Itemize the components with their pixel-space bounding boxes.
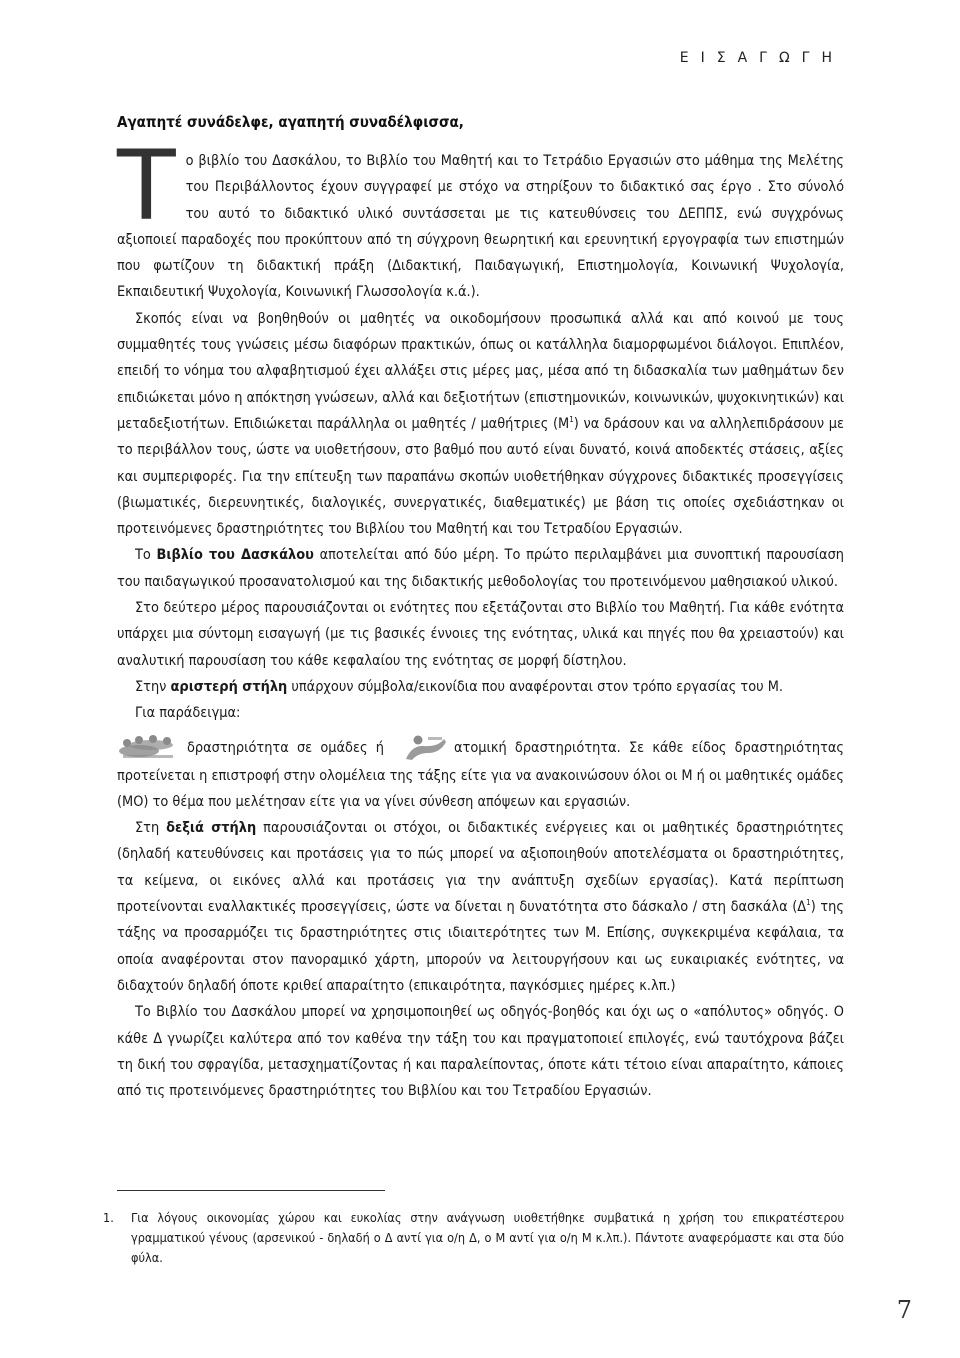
teacher-book-paragraph — [117, 542, 844, 595]
salutation: Αγαπητέ συνάδελφε, αγαπητή συναδέλφισσα, — [117, 113, 464, 131]
footnote-text: Για λόγους οικονομίας χώρου και ευκολίας στην ανάγνωση υιοθετήθηκε συμβατικά η χρήση του επικρατέστερου γραμματικού γένους (αρσενικού - δηλαδή ο Δ αντί για ο/η Δ, ο Μ αντί για ο/η Μ κ.λπ.). Πάντοτε αναφερόμαστε και στα δύο φύλα. — [131, 1210, 844, 1265]
footnote-divider — [117, 1190, 385, 1191]
page-number: 7 — [896, 1296, 912, 1324]
intro-paragraph — [117, 130, 844, 306]
purpose-paragraph — [117, 306, 844, 543]
footnote-ref: 1 — [569, 415, 574, 425]
individual-work-icon — [398, 733, 450, 763]
body-text — [117, 130, 845, 1104]
group-work-icon — [117, 733, 183, 763]
example-label: Για παράδειγμα: — [135, 705, 241, 722]
purpose-text-a: Σκοπός είναι να βοηθηθούν οι μαθητές να οικοδομήσουν προσωπικά αλλά και από κοινού με τους συμμαθητές τους γνώσεις μέσω διαφόρων πρακτικών, όπως οι κατάλληλα διαμορφωμένοι διάλογοι. Επιπλέον, επειδή το νόημα του αλφαβητισμού έχει αλλάξει στις μέρες μας, μέσα από τη διδασκαλία των μαθημάτων δεν επιδιώκεται μόνο η απόκτηση γνώσεων, αλλά και δεξιοτήτων (επιστημονικών, κοινωνικών, ψυχοκινητικών) και μεταδεξιοτήτων. Επιδιώκεται παράλληλα οι μαθητές / μαθήτριες (Μ — [117, 310, 844, 432]
right-column-bold: δεξιά στήλη — [166, 820, 257, 837]
icons-paragraph — [117, 733, 844, 816]
footnote — [103, 1208, 844, 1268]
teacher-book-post: αποτελείται από δύο μέρη. Το πρώτο περιλαμβάνει μια συνοπτική παρουσίαση του παιδαγωγικού προσανατολισμού και της διδακτικής μεθοδολογίας του προτεινόμενου μαθησιακού υλικού. — [117, 547, 844, 590]
intro-text: ο βιβλίο του Δασκάλου, το Βιβλίο του Μαθητή και το Τετράδιο Εργασιών στο μάθημα της Μελέτης του Περιβάλλοντος έχουν συγγραφεί με στόχο να στηρίξουν το διδακτικό σας έργο . Στο σύνολό του αυτό το διδακτικό υλικό συντάσσεται με τις κατευθύνσεις του ΔΕΠΠΣ, ενώ συγχρόνως αξιοποιεί παραδοχές που προκύπτουν από τη σύγχρονη θεωρητική και ερευνητική εργογραφία των επιστημών που φωτίζουν τη διδακτική πράξη (Διδακτική, Παιδαγωγική, Επιστημολογία, Κοινωνική Ψυχολογία, Εκπαιδευτική Ψυχολογία, Κοινωνική Γλωσσολογία κ.ά.). — [117, 153, 844, 301]
group-activity-text: δραστηριότητα σε ομάδες ή — [187, 739, 384, 756]
guide-paragraph: Το Βιβλίο του Δασκάλου μπορεί να χρησιμοποιηθεί ως οδηγός-βοηθός και όχι ως ο «απόλυτος» οδηγός. Ο κάθε Δ γνωρίζει καλύτερα από τον καθένα την τάξη του και πραγματοποιεί επιλογές, ενώ ταυτόχρονα βάζει τη δική του σφραγίδα, μετασχηματίζοντας ή και παραλείποντας, όποτε κάτι τέτοιο είναι απαραίτητο, κάποιες από τις προτεινόμενες δραστηριότητες του Βιβλίου και του Τετραδίου Εργασιών. — [117, 1004, 844, 1100]
right-column-paragraph — [117, 815, 844, 999]
right-column-text-a: παρουσιάζονται οι στόχοι, οι διδακτικές ενέργειες και οι μαθητικές δραστηριότητες (δηλαδή κατευθύνσεις και προτάσεις για το πώς μπορεί να αξιοποιηθούν αποτελέσματα οι δραστηριότητες, τα κείμενα, οι εικόνες αλλά και προτάσεις για την ανάπτυξη σχεδίων εργασίας). Κατά περίπτωση προτείνονται εναλλακτικές προσεγγίσεις, ώστε να δίνεται η δυνατότητα στο δάσκαλο / στη δασκάλα (Δ — [117, 820, 844, 916]
right-column-pre: Στη — [135, 820, 167, 837]
section-header: ΕΙΣΑΓΩΓΗ — [679, 50, 844, 66]
second-part-paragraph: Στο δεύτερο μέρος παρουσιάζονται οι ενότητες που εξετάζονται στο Βιβλίο του Μαθητή. Για κάθε ενότητα υπάρχει μια σύντομη εισαγωγή (με τις βασικές έννοιες της ενότητας, υλικά και πηγές που θα χρειαστούν) και αναλυτική παρουσίαση του κάθε κεφαλαίου της ενότητας σε μορφή δίστηλου. — [117, 600, 844, 669]
left-column-bold: αριστερή στήλη — [170, 678, 288, 695]
left-column-pre: Στην — [135, 678, 171, 695]
footnote-ref: 1 — [806, 898, 811, 908]
drop-cap: Τ — [117, 130, 176, 242]
footnote-number: 1. — [103, 1210, 114, 1225]
right-column-text-b: ) της τάξης να προσαρμόζει τις δραστηριότητες στις ιδιαιτερότητες των Μ. Επίσης, συγκεκριμένα κεφάλαια, τα οποία αναφέρονται στον πανοραμικό χάρτη, μπορούν να λειτουργήσουν και ως ευκαιριακές ενότητες, να διδαχτούν δηλαδή όποτε κριθεί απαραίτητο (επικαιρότητα, παγκόσμιες ημέρες κ.λπ.) — [117, 899, 844, 994]
left-column-post: υπάρχουν σύμβολα/εικονίδια που αναφέρονται στον τρόπο εργασίας του Μ. — [287, 678, 783, 695]
individual-activity-text: ατομική δραστηριότητα. Σε κάθε είδος δραστηριότητας προτείνεται η επιστροφή στην ολομέλεια της τάξης είτε για να ανακοινώσουν όλοι οι Μ ή οι μαθητικές ομάδες (ΜΟ) το θέμα που μελέτησαν είτε για να γίνει σύνθεση απόψεων και εργασιών. — [117, 739, 845, 810]
teacher-book-pre: Το — [135, 547, 157, 564]
teacher-book-bold: Βιβλίο του Δασκάλου — [156, 547, 314, 564]
purpose-text-b: ) να δράσουν και να αλληλεπιδράσουν με το περιβάλλον τους, ώστε να υιοθετήσουν, στο βαθμό που αυτό είναι δυνατό, κοινά αποδεκτές στάσεις, αξίες και συμπεριφορές. Για την επίτευξη των παραπάνω σκοπών υιοθετήθηκαν σύγχρονες διδακτικές προσεγγίσεις (βιωματικές, διερευνητικές, διαλογικές, συνεργατικές, διαθεματικές) με βάση τις οποίες σχεδιάστηκαν οι προτεινόμενες δραστηριότητες του Βιβλίου του Μαθητή και του Τετραδίου Εργασιών. — [117, 415, 844, 538]
left-column-paragraph — [117, 674, 844, 700]
